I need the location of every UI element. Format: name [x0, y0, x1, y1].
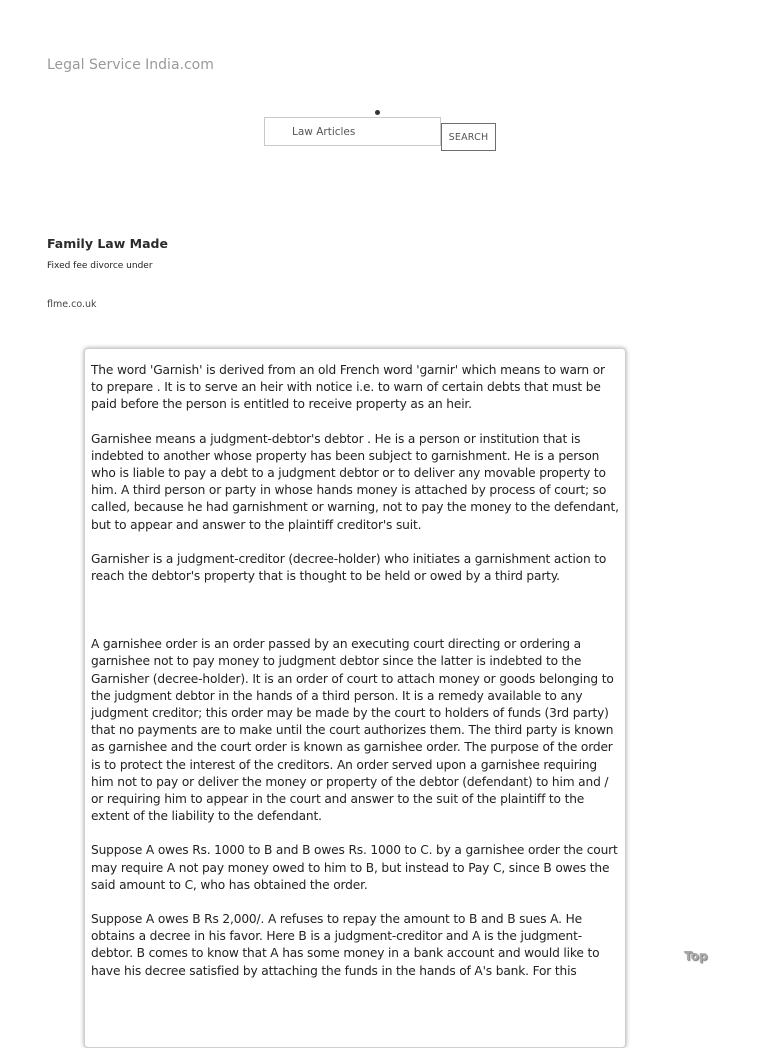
back-to-top-link[interactable]: Top	[684, 949, 708, 963]
search-button[interactable]: SEARCH	[441, 123, 496, 151]
ad-block[interactable]	[47, 236, 168, 271]
article-paragraph: A garnishee order is an order passed by an executing court directing or ordering a garnishee not to pay money to judgment debtor since the latter is indebted to the Garnisher (decree-holder). It is an order of court to attach money or goods belonging to the judgment debtor in the hands of a third person. It is a remedy available to any judgment creditor; this order may be made by the court to holders of funds (3rd party) that no payments are to make until the court authorizes them. The third party is known as garnishee and the court order is known as garnishee order. The purpose of the order is to protect the interest of the creditors. An order served upon a garnishee requiring him not to pay or deliver the money or property of the debtor (defendant) to him and / or requiring him to appear in the court and answer to the suit of the plaintiff to the extent of the liability to the defendant.	[91, 637, 614, 824]
ad-description: Fixed fee divorce under	[47, 261, 153, 271]
article-paragraph: The word 'Garnish' is derived from an old French word 'garnir' which means to warn or to prepare . It is to serve an heir with notice i.e. to warn of certain debts that must be paid before the person is entitled to receive property as an heir.	[91, 363, 605, 412]
ad-url[interactable]: flme.co.uk	[47, 299, 97, 310]
article-paragraph: Garnishee means a judgment-debtor's debtor . He is a person or institution that is indebted to another whose property has been subject to garnishment. He is a person who is liable to pay a debt to a judgment debtor or to deliver any movable property to him. A third person or party in whose hands money is attached by process of court; so called, because he had garnishment or warning, not to pay the money to the defendant, but to appear and answer to the plaintiff creditor's suit.	[91, 431, 619, 532]
article-paragraph: Suppose A owes Rs. 1000 to B and B owes Rs. 1000 to C. by a garnishee order the court may require A not pay money owed to him to B, but instead to Pay C, since B owes the said amount to C, who has obtained the order.	[91, 843, 618, 892]
article-paragraph: Suppose A owes B Rs 2,000/. A refuses to repay the amount to B and B sues A. He obtains a decree in his favor. Here B is a judgment-creditor and A is the judgment-debtor. B comes to know that A has some money in a bank account and would like to have his decree satisfied by attaching the funds in the hands of A's bank. For this	[91, 912, 600, 978]
site-title-link[interactable]: Legal Service India.com	[47, 57, 214, 73]
ad-title[interactable]: Family Law Made	[47, 236, 168, 251]
search-box	[264, 117, 441, 146]
search-input[interactable]	[265, 118, 440, 145]
article-paragraph: Garnisher is a judgment-creditor (decree-holder) who initiates a garnishment action to reach the debtor's property that is thought to be held or owed by a third party.	[91, 551, 607, 584]
article-content	[84, 348, 626, 1048]
bullet-dot-icon	[375, 110, 380, 115]
